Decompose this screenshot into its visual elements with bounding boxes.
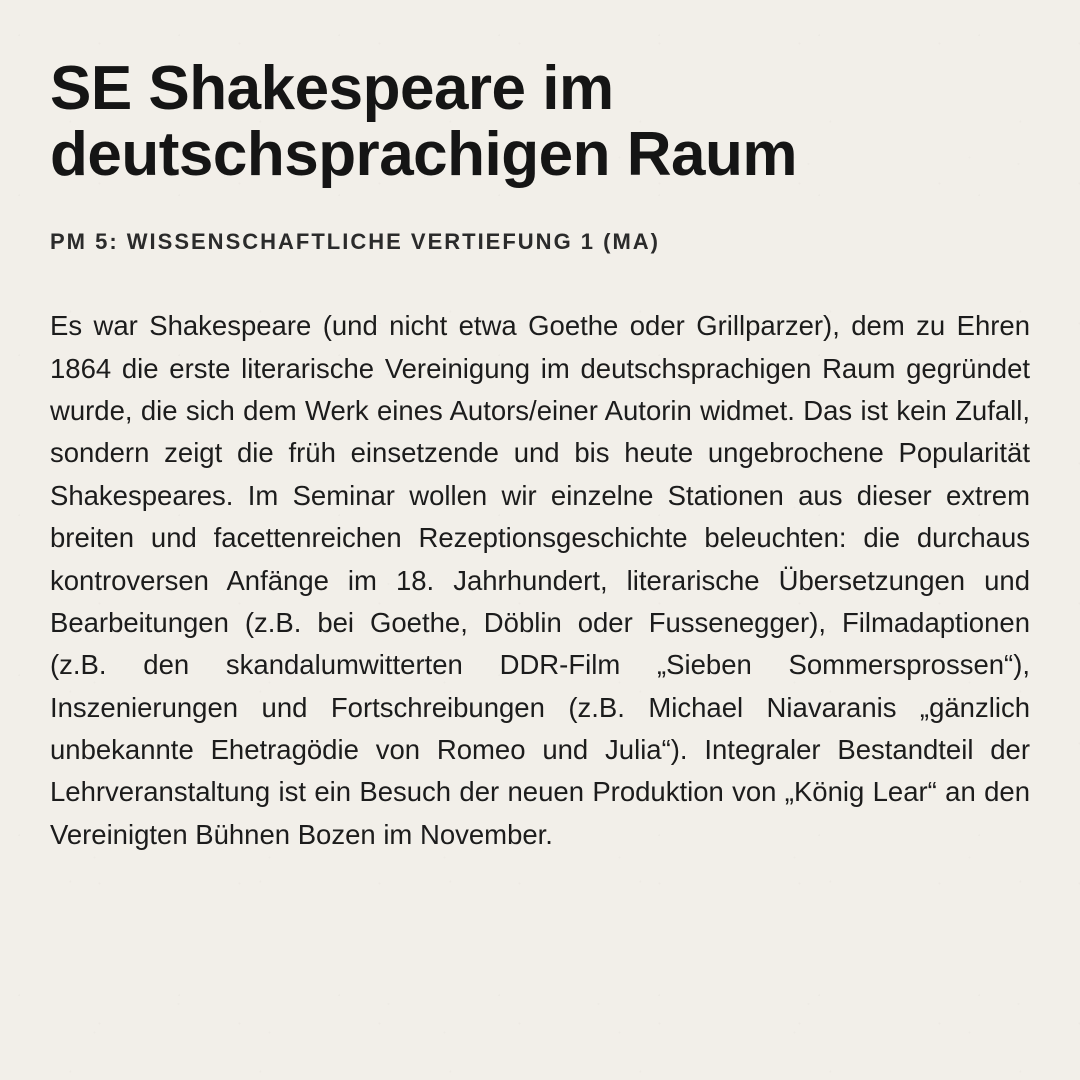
course-module-subtitle: PM 5: WISSENSCHAFTLICHE VERTIEFUNG 1 (MA)	[50, 229, 661, 255]
page-title: SE Shakespeare im deutschsprachigen Raum	[50, 54, 797, 189]
course-description-text: Es war Shakespeare (und nicht etwa Goethe oder Grillparzer), dem zu Ehren 1864 die erste literarische Vereinigung im deutschsprachigen Raum gegründet wurde, die sich dem Werk eines Autors/einer Autorin widmet. Das ist kein Zufall, sondern zeigt die früh einsetzende und bis heute ungebrochene Popularität Shakespeares. Im Seminar wollen wir einzelne Stationen aus dieser extrem breiten und facettenreichen Rezeptionsgeschichte beleuchten: die durchaus kontroversen Anfänge im 18. Jahrhundert, literarische Übersetzungen und Bearbeitungen (z.B. bei Goethe, Döblin oder Fussenegger), Filmadaptionen (z.B. den skandalumwitterten DDR-Film „Sieben Sommersprossen“), Inszenierungen und Fortschreibungen (z.B. Michael Niavaranis „gänzlich unbekannte Ehetragödie von Romeo und Julia“). Integraler Bestandteil der Lehrveranstaltung ist ein Besuch der neuen Produktion von „König Lear“ an den Vereinigten Bühnen Bozen im November.	[50, 310, 1030, 850]
